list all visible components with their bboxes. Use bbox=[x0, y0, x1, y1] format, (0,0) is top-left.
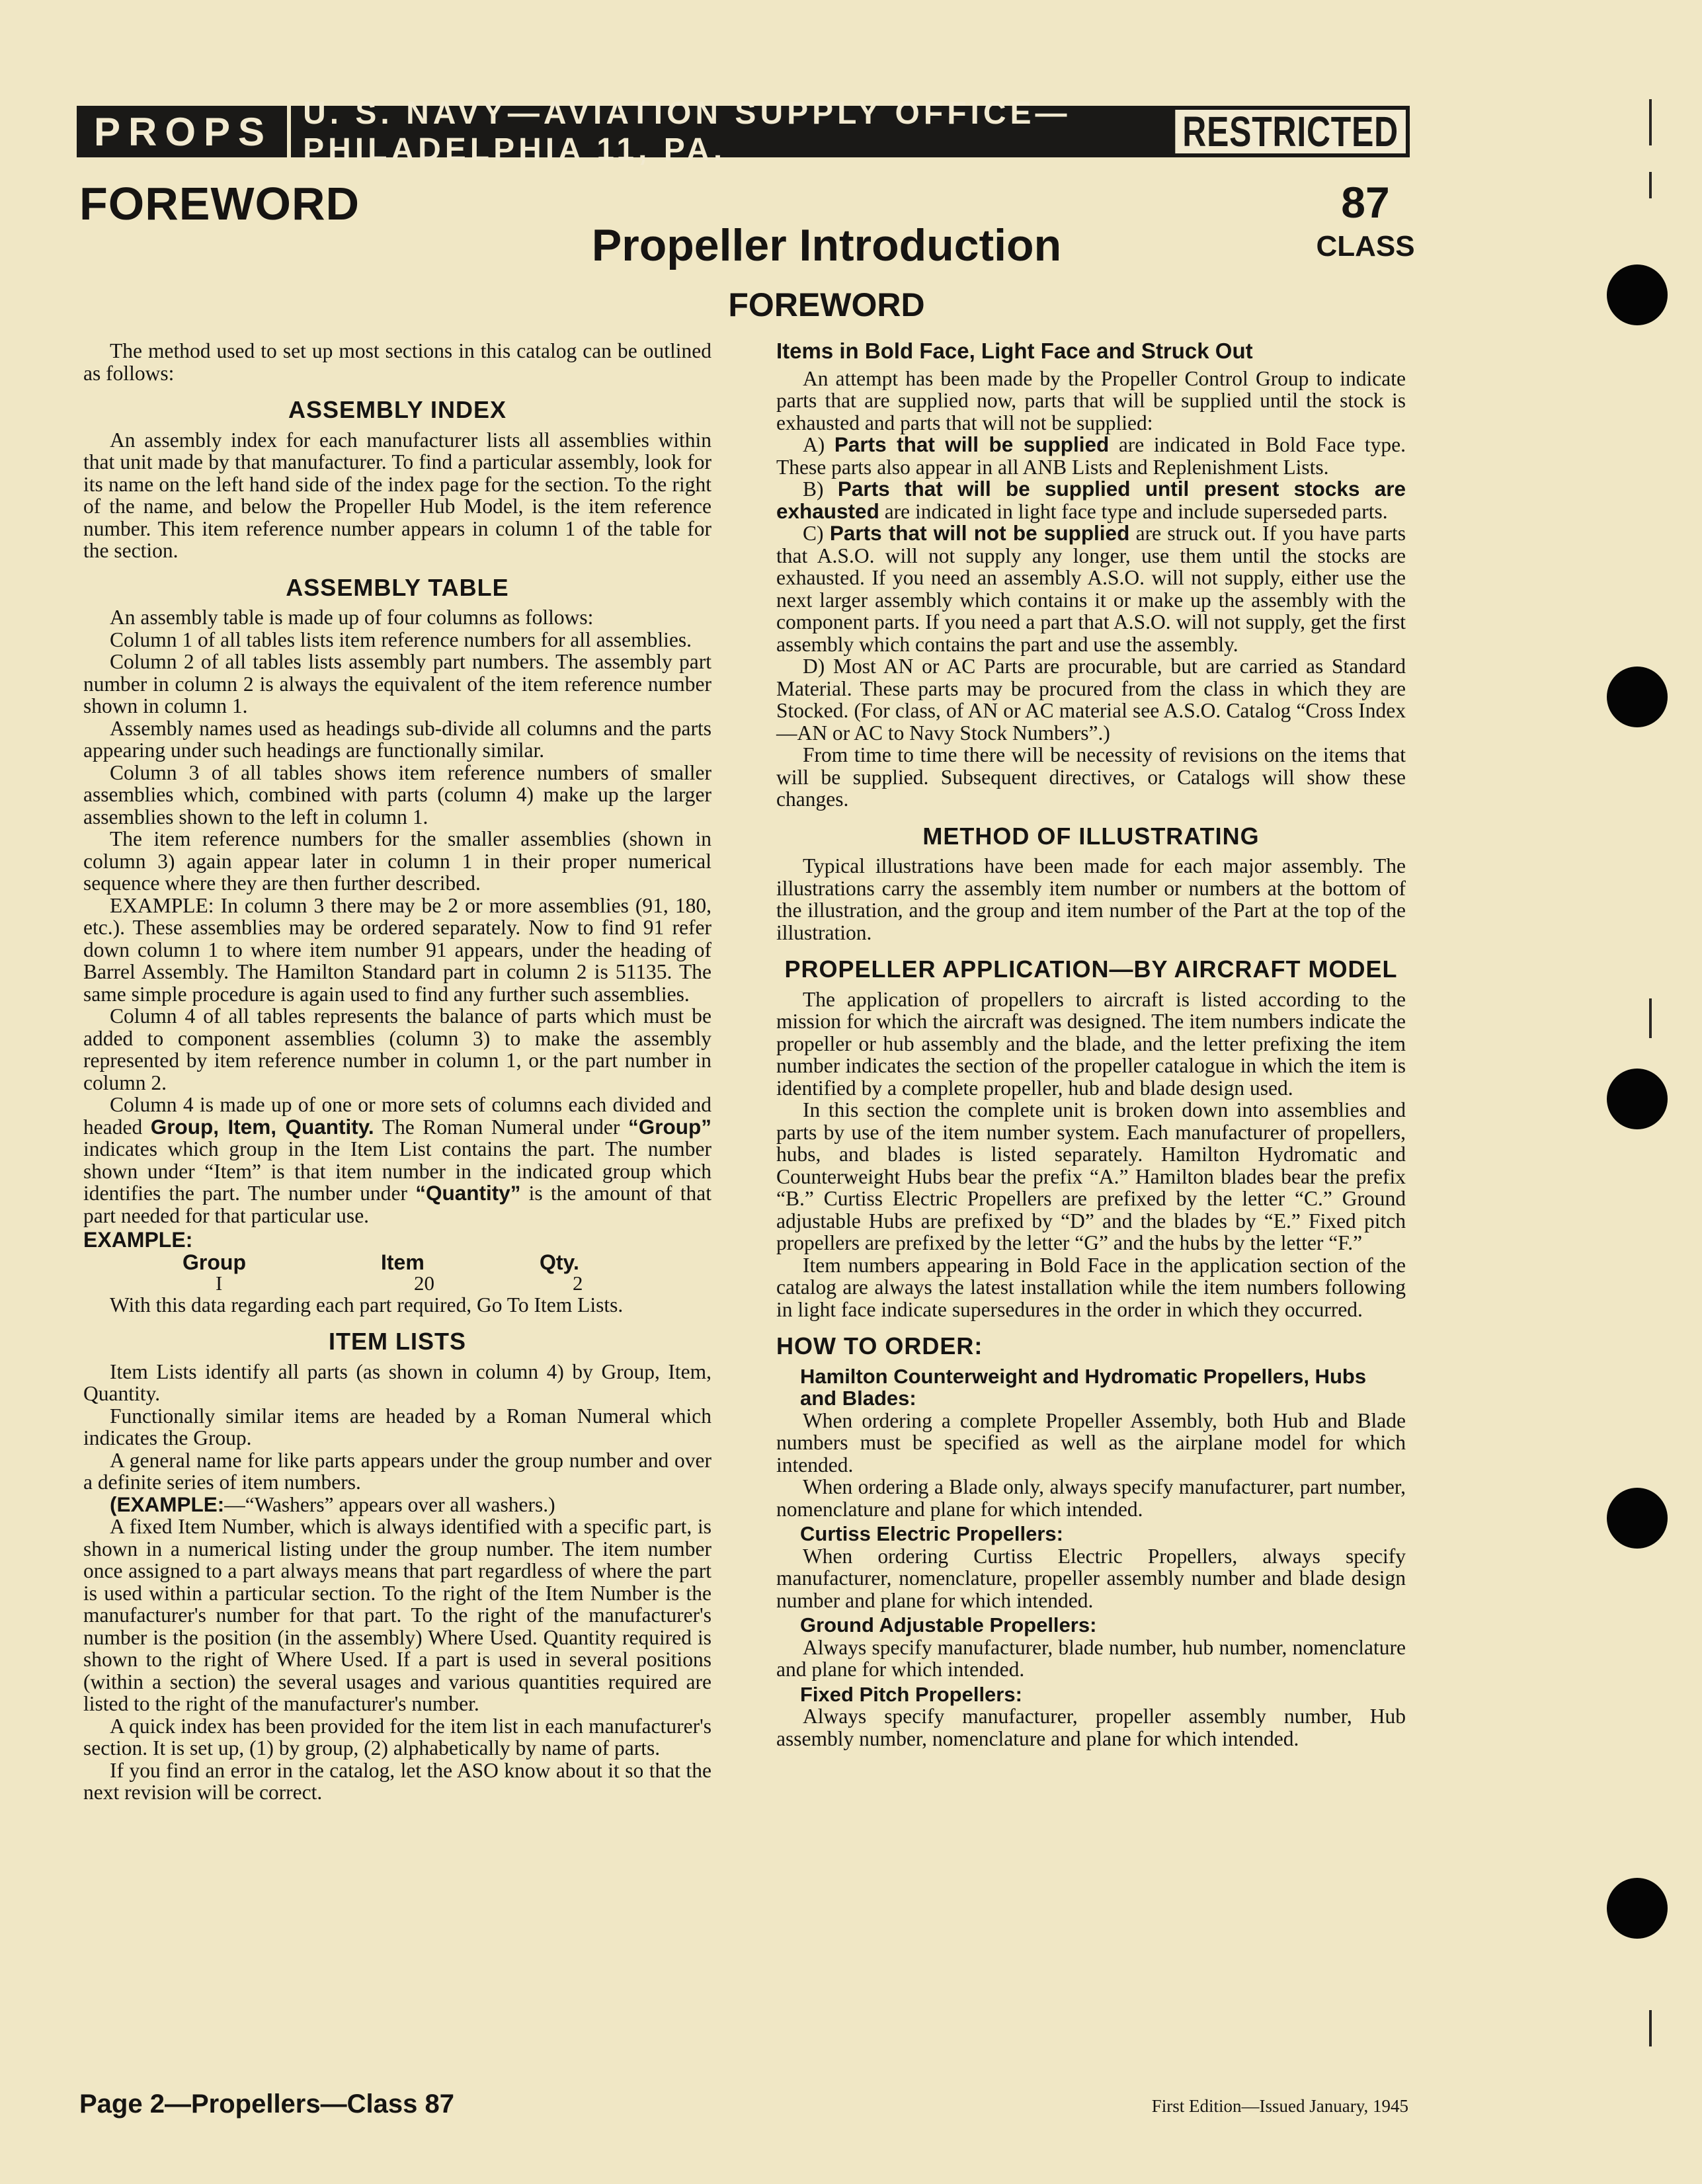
classification-stamp: RESTRICTED bbox=[1175, 110, 1406, 153]
example-value-group: I bbox=[216, 1271, 223, 1295]
page-footer: Page 2—Propellers—Class 87 bbox=[79, 2089, 454, 2119]
page-subtitle: FOREWORD bbox=[728, 286, 925, 323]
order-paragraph: When ordering Curtiss Electric Propellers, always specify manufacturer, nomenclature, propeller assembly number and blade design number and plane for which intended. bbox=[776, 1544, 1406, 1612]
application-heading: PROPELLER APPLICATION—BY AIRCRAFT MODEL bbox=[784, 955, 1398, 983]
example-value-item: 20 bbox=[414, 1271, 434, 1295]
bold-face-item-d: D) Most AN or AC Parts are procurable, but are carried as Standard Material. These parts may be procured from the class in which they are Stocked. (For class, of AN or AC material see A.S.O. Catalog “Cross Index—AN or AC to Navy Stock Numbers”.) bbox=[776, 655, 1406, 745]
edition-footer: First Edition—Issued January, 1945 bbox=[1151, 2096, 1408, 2116]
section-tag: PROPS bbox=[77, 106, 291, 157]
order-subheading: Curtiss Electric Propellers: bbox=[800, 1522, 1063, 1545]
binder-hole bbox=[1607, 667, 1668, 727]
assembly-table-paragraph: EXAMPLE: In column 3 there may be 2 or more assemblies (91, 180, etc.). These assemblies may be ordered separately. Now to find 91 refer down column 1 to where item number 91 appears, under the heading of Barrel Assembly. The Hamilton Standard part in column 2 is 51135. The same simple procedure is again used to find any further such assemblies. bbox=[83, 893, 711, 1006]
application-paragraph: The application of propellers to aircraft is listed according to the mission for which the aircraft was designed. The item numbers indicate the propeller or hub assembly and the blade, and the letter prefixing the item number indicates the section of the propeller catalogue in which the item is identified by a complete propeller, hub and blade design used. bbox=[776, 987, 1406, 1100]
order-paragraph: When ordering a Blade only, always specify manufacturer, part number, nomenclature and plane for which intended. bbox=[776, 1475, 1406, 1521]
text-run: B) bbox=[803, 477, 838, 501]
text-run: are indicated in light face type and include superseded parts. bbox=[879, 499, 1388, 523]
text-run: is the amount of that part needed for that particular use. bbox=[83, 1182, 712, 1227]
item-lists-paragraph: Functionally similar items are headed by a Roman Numeral which indicates the Group. bbox=[83, 1404, 711, 1449]
intro-paragraph: The method used to set up most sections in this catalog can be outlined as follows: bbox=[83, 339, 711, 385]
bold-face-item-c bbox=[776, 522, 1406, 655]
edge-mark bbox=[1649, 998, 1652, 1038]
text-run: indicates which group in the Item List contains the part. The number shown under “Item” is that item number in the indicated group which identifies the part. The number under bbox=[83, 1137, 711, 1205]
page-label: FOREWORD bbox=[79, 178, 360, 229]
bold-face-heading: Items in Bold Face, Light Face and Struck Out bbox=[776, 339, 1253, 363]
item-lists-paragraph: If you find an error in the catalog, let the ASO know about it so that the next revision will be correct. bbox=[83, 1758, 711, 1804]
assembly-table-paragraph: Assembly names used as headings sub-divide all columns and the parts appearing under such headings are functionally similar. bbox=[83, 716, 711, 762]
bold-face-paragraph: An attempt has been made by the Propeller Control Group to indicate parts that are supplied now, parts that will be supplied until the stock is exhausted and parts that will not be supplied: bbox=[776, 366, 1406, 434]
assembly-table-paragraph bbox=[83, 1094, 711, 1227]
order-subheading: Fixed Pitch Propellers: bbox=[800, 1682, 1022, 1706]
assembly-table-paragraph: Column 3 of all tables shows item reference numbers of smaller assemblies which, combined with parts (column 4) make up the larger assemblies shown to the left in column 1. bbox=[83, 760, 711, 829]
order-subheading: Hamilton Counterweight and Hydromatic Propellers, Hubs and Blades: bbox=[800, 1364, 1367, 1410]
bold-run: “Quantity” bbox=[415, 1181, 521, 1205]
page-title: Propeller Introduction bbox=[591, 220, 1062, 270]
assembly-table-heading: ASSEMBLY TABLE bbox=[286, 573, 509, 601]
assembly-table-paragraph: With this data regarding each part required, Go To Item Lists. bbox=[110, 1293, 624, 1316]
assembly-index-heading: ASSEMBLY INDEX bbox=[288, 396, 507, 423]
assembly-table-paragraph: Column 2 of all tables lists assembly part numbers. The assembly part number in column 2 is always the equivalent of the item reference number shown in column 1. bbox=[83, 650, 711, 717]
bold-face-item-b bbox=[776, 478, 1406, 522]
order-subheading: Ground Adjustable Propellers: bbox=[800, 1613, 1097, 1637]
application-paragraph: Item numbers appearing in Bold Face in the application section of the catalog are always the latest installation while the item numbers following in light face indicate supersedures in the order in which they occurred. bbox=[776, 1253, 1406, 1321]
item-lists-paragraph bbox=[83, 1494, 711, 1516]
application-paragraph: In this section the complete unit is broken down into assemblies and parts by use of the item number system. Each manufacturer of propellers, hubs, and blades is listed separately. Hamilton Hydromatic and Counterweight Hubs bear the prefix “A.” Hamilton blades bear the prefix “B.” Curtiss Electric Propellers are prefixed by the letter “C.” Ground adjustable Hubs are prefixed by “D” and the blades by “E.” Fixed pitch propellers are prefixed by the letter “G” and the hubs by the letter “F.” bbox=[776, 1098, 1406, 1254]
order-paragraph: When ordering a complete Propeller Assembly, both Hub and Blade numbers must be specified as well as the airplane model for which intended. bbox=[776, 1408, 1406, 1476]
item-lists-paragraph: A fixed Item Number, which is always identified with a specific part, is shown in a numerical listing under the group number. The item number once assigned to a part always means that part regardless of where the part is used within a particular section. To the right of the Item Number is the manufacturer's number for that part. To the right of the manufacturer's number is the position (in the assembly) Where Used. Quantity required is shown to the right of Where Used. If a part is used in several positions (within a section) the several usages and various quantities required are listed to the right of the manufacturer's number. bbox=[83, 1515, 711, 1715]
bold-run: “Group” bbox=[628, 1114, 711, 1139]
class-number: 87 bbox=[1341, 178, 1390, 227]
class-word: CLASS bbox=[1316, 230, 1415, 263]
assembly-table-paragraph: Column 4 of all tables represents the balance of parts which must be added to component assemblies (column 3) to make the assembly represented by item reference number in column 1, or the part number in column 2. bbox=[83, 1004, 711, 1094]
bold-run: Group, Item, Quantity. bbox=[150, 1114, 374, 1139]
example-value-qty: 2 bbox=[573, 1271, 583, 1295]
assembly-table-paragraph: An assembly table is made up of four columns as follows: bbox=[110, 606, 594, 629]
bold-face-item-a bbox=[776, 434, 1406, 478]
bold-face-paragraph: From time to time there will be necessity of revisions on the items that will be supplied. Subsequent directives, or Catalogs will show these changes. bbox=[776, 743, 1406, 811]
binder-hole bbox=[1607, 1069, 1668, 1129]
office-line: U. S. NAVY—AVIATION SUPPLY OFFICE—PHILADELPHIA 11, PA. bbox=[303, 96, 1071, 167]
binder-hole bbox=[1607, 1488, 1668, 1549]
binder-hole bbox=[1607, 264, 1668, 325]
edge-mark bbox=[1649, 99, 1652, 145]
item-lists-paragraph: A quick index has been provided for the item list in each manufacturer's section. It is set up, (1) by group, (2) alphabetically by name of parts. bbox=[83, 1714, 711, 1759]
text-run: The Roman Numeral under bbox=[374, 1115, 628, 1139]
order-paragraph: Always specify manufacturer, blade number, hub number, nomenclature and plane for which intended. bbox=[776, 1635, 1406, 1681]
order-paragraph: Always specify manufacturer, propeller assembly number, Hub assembly number, nomenclature and plane for which intended. bbox=[776, 1705, 1406, 1750]
bold-run: (EXAMPLE: bbox=[110, 1492, 225, 1516]
text-run: are indicated in Bold Face type. These parts also appear in all ANB Lists and Replenishment Lists. bbox=[776, 433, 1406, 479]
how-to-order-heading: HOW TO ORDER: bbox=[776, 1332, 983, 1359]
assembly-table-paragraph: The item reference numbers for the smaller assemblies (shown in column 3) again appear later in column 1 in their proper numerical sequence where they are then further described. bbox=[83, 827, 711, 895]
example-header-group: Group bbox=[182, 1250, 246, 1274]
text-run: Column 4 is made up of one or more sets of columns each divided and headed bbox=[83, 1093, 711, 1139]
example-header-item: Item bbox=[381, 1250, 425, 1274]
item-lists-paragraph: Item Lists identify all parts (as shown in column 4) by Group, Item, Quantity. bbox=[83, 1359, 711, 1405]
example-table bbox=[182, 1252, 711, 1294]
edge-mark bbox=[1649, 172, 1652, 198]
bold-run: Parts that will not be supplied bbox=[829, 521, 1130, 545]
method-heading: METHOD OF ILLUSTRATING bbox=[922, 822, 1260, 850]
bold-run: Parts that will be supplied bbox=[834, 432, 1110, 456]
binder-hole bbox=[1607, 1878, 1668, 1939]
text-run: are struck out. If you have parts that A.S.O. will not supply any longer, use them until the stocks are exhausted. If you need an assembly A.S.O. will not supply, either use the next larger assembly which contains it or make up the assembly with the component parts. If you need a part that A.S.O. will not supply, get the first assembly which contains the part and use the assembly. bbox=[776, 522, 1406, 656]
right-column bbox=[776, 340, 1406, 1750]
header-banner bbox=[77, 96, 1410, 167]
example-header-qty: Qty. bbox=[540, 1250, 579, 1274]
item-lists-paragraph: A general name for like parts appears under the group number and over a definite series of item numbers. bbox=[83, 1448, 711, 1494]
item-lists-heading: ITEM LISTS bbox=[329, 1328, 466, 1355]
left-column bbox=[83, 340, 711, 1804]
text-run: C) bbox=[803, 522, 830, 545]
text-run: —“Washers” appears over all washers.) bbox=[224, 1492, 555, 1516]
text-run: A) bbox=[803, 433, 834, 456]
bold-run: Parts that will be supplied until present stocks are exhausted bbox=[776, 477, 1406, 523]
example-label: EXAMPLE: bbox=[83, 1228, 193, 1252]
assembly-table-paragraph: Column 1 of all tables lists item reference numbers for all assemblies. bbox=[110, 627, 692, 651]
assembly-index-paragraph: An assembly index for each manufacturer lists all assemblies within that unit made by that manufacturer. To find a particular assembly, look for its name on the left hand side of the index page for the section. To the right of the name, and below the Propeller Hub Model, is the item reference number. This item reference number appears in column 1 of the table for the section. bbox=[83, 428, 711, 562]
method-paragraph: Typical illustrations have been made for each major assembly. The illustrations carry the assembly item number or numbers at the bottom of the illustration, and the group and item number of the Part at the top of the illustration. bbox=[776, 854, 1406, 944]
edge-mark bbox=[1649, 2010, 1652, 2046]
